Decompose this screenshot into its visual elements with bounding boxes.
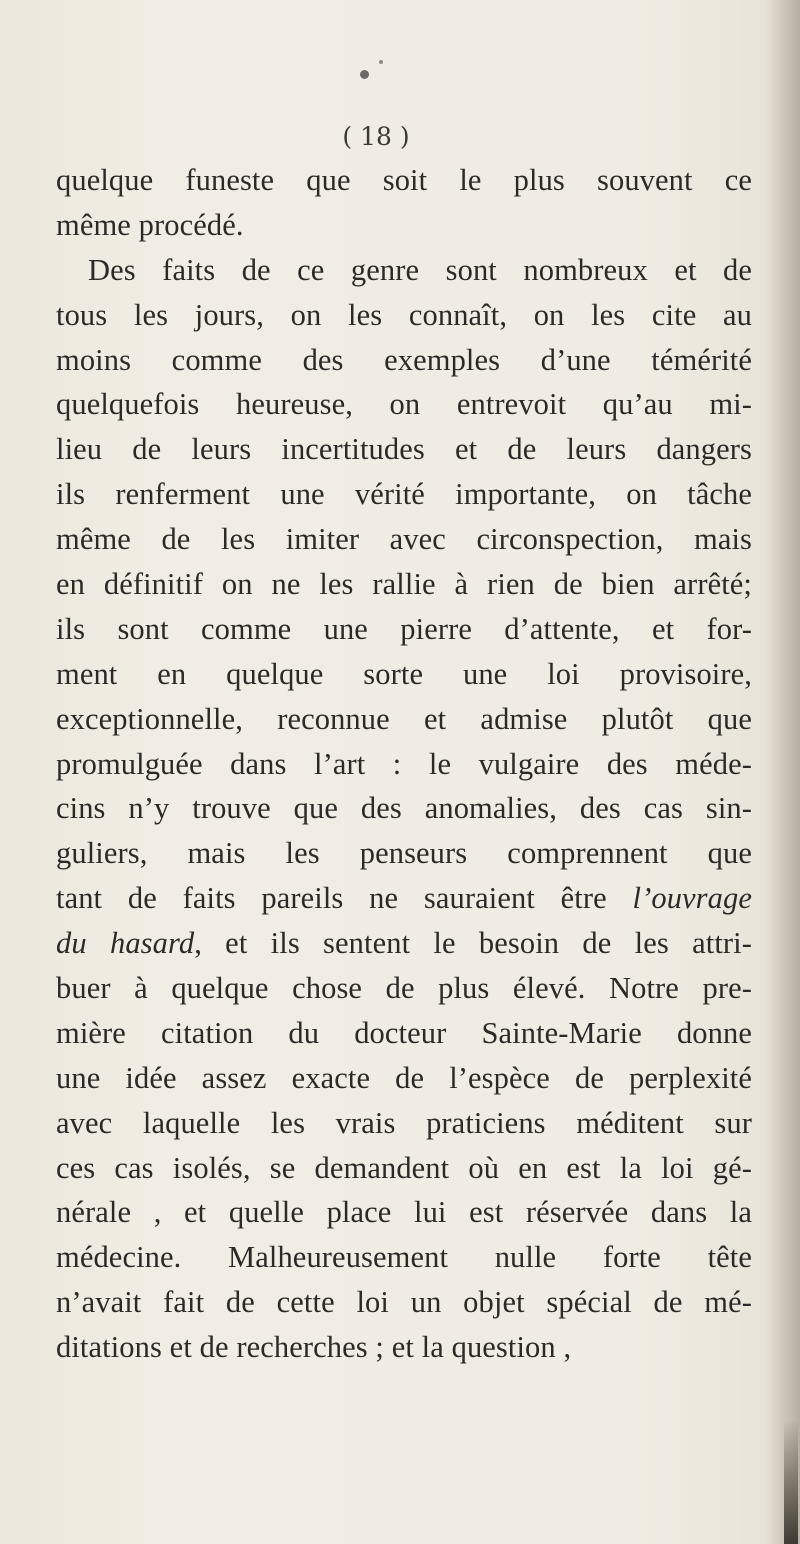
text-line: en définitif on ne les rallie à rien de bien arrêté; xyxy=(56,567,752,602)
text-line: ditations et de recherches ; et la question , xyxy=(56,1330,572,1365)
italic-text: du hasard xyxy=(56,926,195,961)
text-line: avec laquelle les vrais praticiens méditent sur xyxy=(56,1105,752,1140)
text-line: cins n’y trouve que des anomalies, des cas sin- xyxy=(56,791,752,826)
text-line: ils renferment une vérité importante, on tâche xyxy=(56,477,752,512)
text-line: ils sont comme une pierre d’attente, et for- xyxy=(56,611,752,646)
body-text xyxy=(56,158,752,1370)
text-line: moins comme des exemples d’une témérité xyxy=(56,342,752,377)
text-line: même procédé. xyxy=(56,207,244,242)
text-line: nérale , et quelle place lui est réservée dans la xyxy=(56,1195,752,1230)
text-line: médecine. Malheureusement nulle forte tête xyxy=(56,1240,752,1275)
text-line: guliers, mais les penseurs comprennent que xyxy=(56,836,752,871)
text-line: ment en quelque sorte une loi provisoire, xyxy=(56,656,752,691)
text-line: promulguée dans l’art : le vulgaire des méde- xyxy=(56,746,752,781)
text-line: Des faits de ce genre sont nombreux et de xyxy=(88,252,752,287)
text-line: tous les jours, on les connaît, on les cite au xyxy=(56,297,752,332)
ink-speck xyxy=(360,70,369,79)
text-line: buer à quelque chose de plus élevé. Notre pre- xyxy=(56,971,752,1006)
page-number: ( 18 ) xyxy=(342,122,410,151)
ink-speck-small xyxy=(379,60,383,64)
text-line: lieu de leurs incertitudes et de leurs dangers xyxy=(56,432,752,467)
text-line: quelquefois heureuse, on entrevoit qu’au mi- xyxy=(56,387,752,422)
text-line: mière citation du docteur Sainte-Marie donne xyxy=(56,1015,752,1050)
italic-text: l’ouvrage xyxy=(632,881,752,916)
text-line: ces cas isolés, se demandent où en est la loi gé- xyxy=(56,1150,752,1185)
text-line: même de les imiter avec circonspection, mais xyxy=(56,522,752,557)
binding-edge-mark xyxy=(784,1420,798,1544)
text-line xyxy=(56,876,752,921)
page-edge-shadow xyxy=(766,0,800,1544)
text-run: , et ils sentent le besoin de les attri- xyxy=(194,926,752,961)
text-line: quelque funeste que soit le plus souvent ce xyxy=(56,163,752,197)
text-run: tant de faits pareils ne sauraient être xyxy=(56,881,633,916)
text-line: n’avait fait de cette loi un objet spécial de mé- xyxy=(56,1285,752,1320)
text-line xyxy=(56,921,752,966)
text-line: exceptionnelle, reconnue et admise plutôt que xyxy=(56,701,752,736)
text-line: une idée assez exacte de l’espèce de perplexité xyxy=(56,1060,752,1095)
